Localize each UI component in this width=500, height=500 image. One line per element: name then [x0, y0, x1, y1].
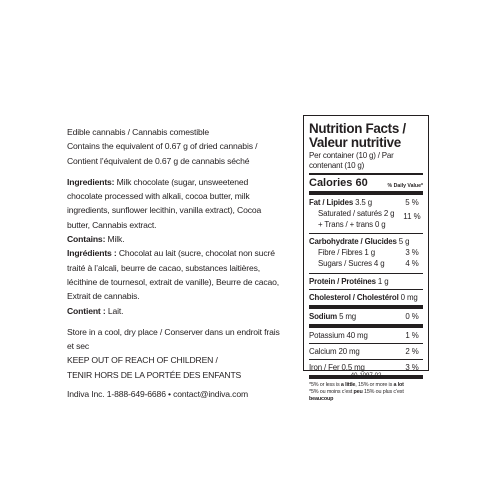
fat-block [309, 195, 423, 230]
footnote-en: *5% or less is a little, 15% or more is a lot [309, 382, 404, 388]
fibre-row [309, 247, 423, 258]
carb-label: Carbohydrate / Glucides [309, 237, 397, 246]
fat-percent: 5 % [405, 198, 419, 207]
serving-size: Per container (10 g) / Par contenant (10 g) [309, 151, 394, 170]
sugars-label: Sugars / Sucres 4 g [318, 259, 385, 268]
trans-row: + Trans / + trans 0 g [318, 220, 386, 229]
protein-label: Protein / Protéines [309, 277, 376, 286]
calories-row [309, 175, 423, 191]
iron-percent: 3 % [405, 363, 419, 372]
cholesterol-label: Cholesterol / Cholestérol [309, 293, 399, 302]
contains-fr [67, 304, 285, 318]
sat-trans-percent: 11 % [403, 212, 421, 221]
cholesterol-amount: 0 mg [398, 293, 418, 302]
fat-label: Fat / Lipides [309, 198, 354, 207]
storage-instructions: Store in a cool, dry place / Conserver dans un endroit frais et sec [67, 326, 280, 352]
nutrition-title-fr: Valeur nutritive [309, 134, 401, 150]
cholesterol-row [309, 290, 423, 305]
potassium-label: Potassium 40 mg [309, 331, 368, 340]
potassium-row [309, 328, 423, 343]
contains-fr-text: Lait. [105, 305, 124, 316]
equivalency-fr: Contient l’équivalent de 0.67 g de cannabis séché [67, 155, 250, 166]
nutrition-title-en: Nutrition Facts / [309, 121, 406, 136]
sodium-row [309, 309, 423, 324]
contains-fr-label: Contient : [67, 305, 106, 316]
ingredients-fr-label: Ingrédients : [67, 248, 117, 259]
protein-amount: 1 g [375, 277, 389, 286]
fibre-percent: 3 % [405, 248, 419, 257]
label-code: 40-1097-02 [350, 372, 382, 379]
iron-label: Iron / Fer 0.5 mg [309, 363, 365, 372]
calories-label: Calories 60 [309, 177, 368, 189]
warning-fr: TENIR HORS DE LA PORTÉE DES ENFANTS [67, 369, 242, 380]
potassium-percent: 1 % [405, 331, 419, 340]
contains-en-text: Milk. [105, 234, 125, 245]
product-class: Edible cannabis / Cannabis comestible [67, 127, 210, 137]
contains-en [67, 232, 285, 246]
ingredients-fr-text: Chocolat au lait (sucre, chocolat non sucré traité à l’alcali, beurre de cacao, substances laitières, lécithine de tournesol, extrait de vanille), Beurre de cacao, Extrait de cannabis. [67, 248, 280, 302]
daily-value-header: % Daily Value* [387, 183, 423, 189]
sodium-percent: 0 % [405, 312, 419, 321]
carb-amount: 5 g [396, 237, 410, 246]
equivalency-en: Contains the equivalent of 0.67 g of dried cannabis / [67, 141, 258, 152]
sodium-amount: 5 mg [337, 312, 357, 321]
sugars-row [309, 258, 423, 269]
fat-amount: 3.5 g [353, 198, 372, 207]
carbohydrate-row [309, 234, 423, 247]
ingredients-en-text: Milk chocolate (sugar, unsweetened chocolate processed with alkali, cocoa butter, milk ingredients, sunflower lecithin, vanilla extract), Cocoa butter, Cannabis extract. [67, 176, 262, 230]
calcium-label: Calcium 20 mg [309, 347, 360, 356]
sodium-label: Sodium [309, 312, 338, 321]
ingredients-en-label: Ingredients: [67, 176, 115, 187]
label-text-block [67, 125, 285, 401]
footnote-fr: *5% ou moins c’est peu 15% ou plus c’est beaucoup [309, 389, 404, 403]
protein-row [309, 274, 423, 289]
contains-en-label: Contains: [67, 234, 106, 245]
calcium-row [309, 344, 423, 359]
fibre-label: Fibre / Fibres 1 g [318, 248, 375, 257]
contact-info: Indiva Inc. 1-888-649-6686 • contact@indiva.com [67, 389, 248, 400]
ingredients-fr [67, 246, 285, 303]
warning-en: KEEP OUT OF REACH OF CHILDREN / [67, 355, 218, 366]
footnote [309, 382, 423, 404]
ingredients-en [67, 175, 285, 232]
calcium-percent: 2 % [405, 347, 419, 356]
fat-row [309, 197, 401, 208]
saturated-row: Saturated / saturés 2 g [318, 209, 395, 218]
sugars-percent: 4 % [405, 259, 419, 268]
